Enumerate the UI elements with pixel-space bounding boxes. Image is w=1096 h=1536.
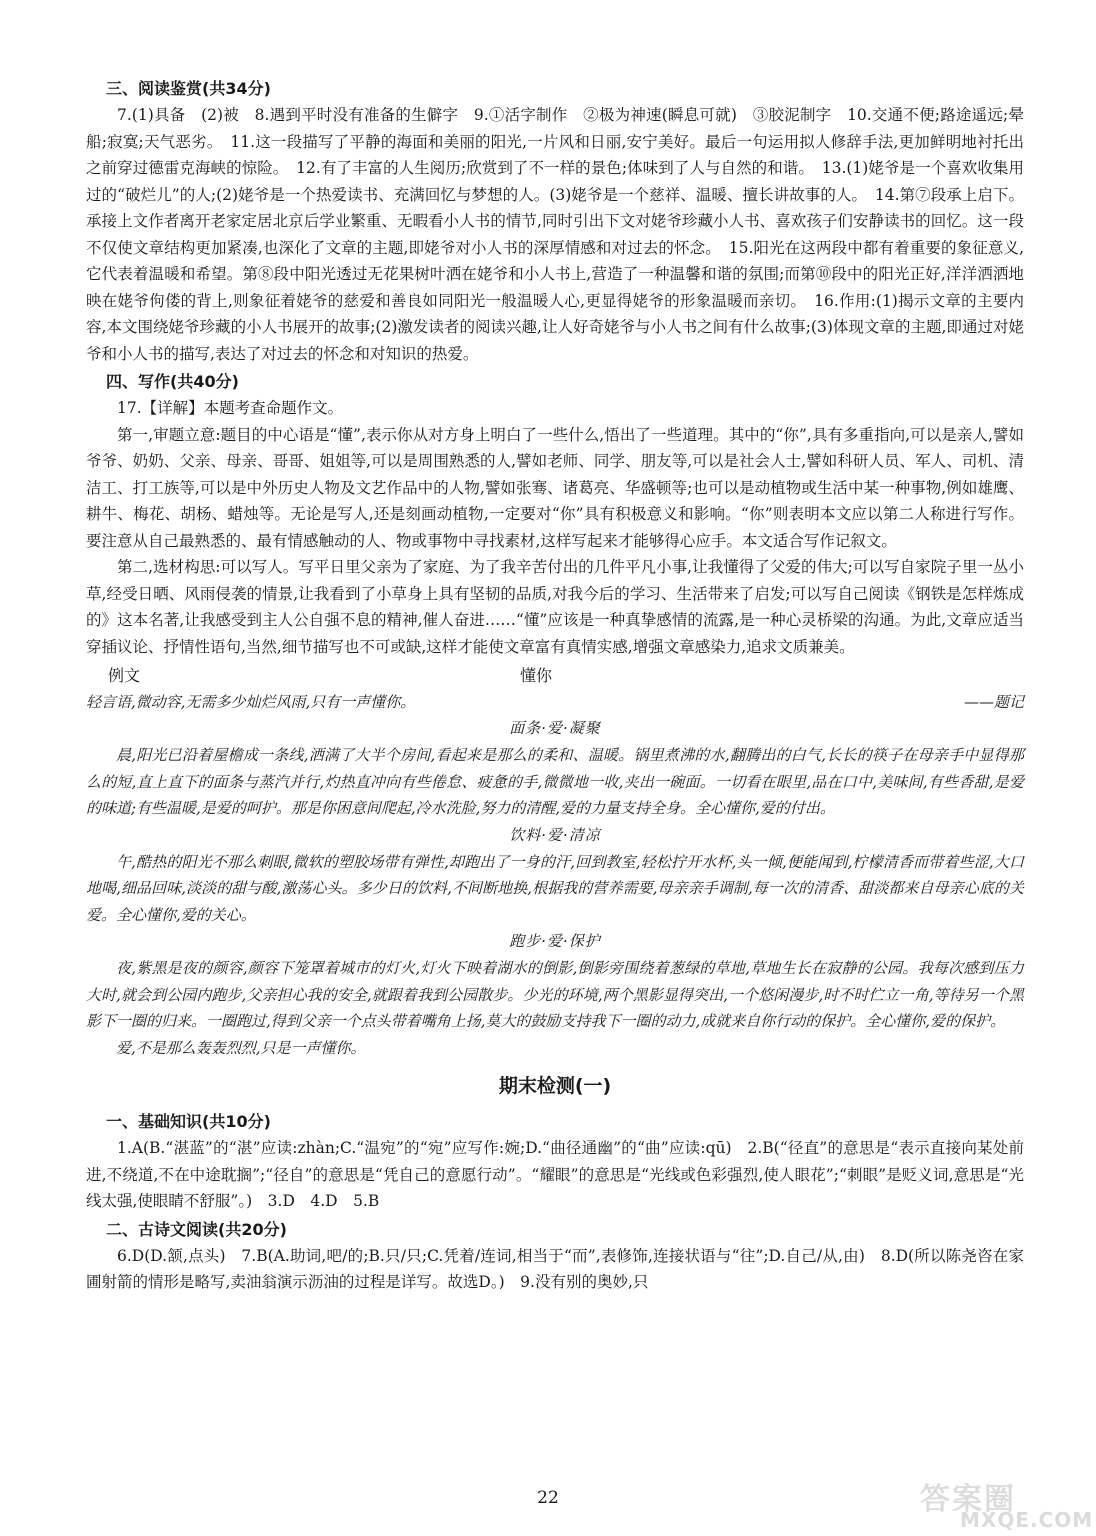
- example-title: 懂你: [520, 666, 553, 685]
- basic-knowledge-answers: 1.A(B.“湛蓝”的“湛”应读:zhàn;C.“温宛”的“宛”应写作:婉;D.“曲径通幽”的“曲”应读:qū) 2.B(“径直”的意思是“表示直接向某处前进,不绕道,不在中途耽搁”;“径自”的意思是“凭自己的意愿行动”。“耀眼”的意思是“光线或色彩强烈,使人眼花”;“刺眼”是贬义词,意思是“光线太强,使眼睛不舒服”。) 3.D 4.D 5.B: [86, 1139, 1024, 1210]
- basic-knowledge-heading: 一、基础知识(共10分): [106, 1112, 271, 1131]
- epigraph-line: [86, 689, 1024, 715]
- essay-paragraph-1: 晨,阳光已沿着屋檐成一条线,洒满了大半个房间,看起来是那么的柔和、温暖。锅里煮沸的水,翻腾出的白气,长长的筷子在母亲手中显得那么的短,直上直下的面条与蒸汽并行,灼热直冲向有些倦怠、疲惫的手,微微地一收,夹出一碗面。一切看在眼里,品在口中,美味间,有些香甜,是爱的味道;有些温暖,是爱的呵护。那是你困意间爬起,冷水洗脸,努力的清醒,爱的力量支持全身。全心懂你,爱的付出。: [86, 746, 1024, 817]
- watermark-text-url: MXQE.COM: [960, 1508, 1094, 1532]
- essay-subtitle-2: 饮料·爱·清凉: [509, 825, 601, 844]
- writing-section-heading: 四、写作(共40分): [106, 372, 239, 391]
- answer-page: [86, 74, 1024, 1296]
- essay-subtitle-1: 面条·爱·凝聚: [509, 719, 601, 737]
- writing-guidance-1: 第一,审题立意:题目的中心语是“懂”,表示你从对方身上明白了一些什么,悟出了一些道理。其中的“你”,具有多重指向,可以是亲人,譬如爷爷、奶奶、父亲、母亲、哥哥、姐姐等,可以是周围熟悉的人,譬如老师、同学、朋友等,可以是社会人士,譬如科研人员、军人、司机、清洁工、打工族等,可以是中外历史人物及文艺作品中的人物,譬如张骞、诸葛亮、华盛顿等;也可以是动植物或生活中某一种事物,例如雄鹰、耕牛、梅花、胡杨、蜡烛等。无论是写人,还是刻画动植物,一定要对“你”具有积极意义和影响。“你”则表明本文应以第二人称进行写作。要注意从自己最熟悉的、最有情感触动的人、物或事物中寻找素材,这样写起来才能够得心应手。本文适合写作记叙文。: [86, 425, 1024, 550]
- example-essay: [86, 689, 1024, 1061]
- epigraph: 轻言语,微动容,无需多少灿烂风雨,只有一声懂你。: [86, 693, 416, 711]
- essay-subtitle-3: 跑步·爱·保护: [509, 932, 601, 950]
- poetry-reading-answers: 6.D(D.颔,点头) 7.B(A.助词,吧/的;B.只/只;C.凭着/连词,相当于“而”,表修饰,连接状语与“往”;D.自己/从,由) 8.D(所以陈尧咨在家圃射箭的情形是略写,卖油翁演示沥油的过程是详写。故选D。) 9.没有别的奥妙,只: [86, 1246, 1024, 1291]
- essay-closing: 爱,不是那么轰轰烈烈,只是一声懂你。: [116, 1038, 366, 1057]
- poetry-reading-heading: 二、古诗文阅读(共20分): [106, 1219, 287, 1239]
- essay-paragraph-2: 午,酷热的阳光不那么刺眼,微软的塑胶场带有弹性,却跑出了一身的汗,回到教室,轻松拧开水杯,头一倾,便能闻到,柠檬清香而带着些涩,大口地喝,细品回味,淡淡的甜与酸,激荡心头。多少日的饮料,不间断地换,根据我的营养需要,母亲亲手调制,每一次的清香、甜淡都来自母亲心底的关爱。全心懂你,爱的关心。: [86, 852, 1024, 924]
- reading-answers: 7.(1)具备 (2)被 8.遇到平时没有准备的生僻字 9.①活字制作 ②极为神速(瞬息可就) ③胶泥制字 10.交通不便;路途遥远;晕船;寂寞;天气恶劣。 11.这一段描写了平静的海面和美丽的阳光,一片风和日丽,安宁美好。最后一句运用拟人修辞手法,更加鲜明地衬托出之前穿过德雷克海峡的惊险。 12.有了丰富的人生阅历;欣赏到了不一样的景色;体味到了人与自然的和谐。 13.(1)姥爷是一个喜欢收集用过的“破烂儿”的人;(2)姥爷是一个热爱读书、充满回忆与梦想的人。(3)姥爷是一个慈祥、温暖、擅长讲故事的人。 14.第⑦段承上启下。承接上文作者离开老家定居北京后学业繁重、无暇看小人书的情节,同时引出下文对姥爷珍藏小人书、喜欢孩子们安静读书的回忆。这一段不仅使文章结构更加紧凑,也深化了文章的主题,即姥爷对小人书的深厚情感和对过去的怀念。 15.阳光在这两段中都有着重要的象征意义,它代表着温暖和希望。第⑧段中阳光透过无花果树叶洒在姥爷和小人书上,营造了一种温馨和谐的氛围;而第⑩段中的阳光正好,洋洋洒洒地映在姥爷佝偻的背上,则象征着姥爷的慈爱和善良如同阳光一般温暖人心,更显得姥爷的形象温暖而亲切。 16.作用:(1)揭示文章的主要内容,本文围绕姥爷珍藏的小人书展开的故事;(2)激发读者的阅读兴趣,让人好奇姥爷与小人书之间有什么故事;(3)体现文章的主题,即通过对姥爷和小人书的描写,表达了对过去的怀念和对知识的热爱。: [86, 106, 1024, 363]
- essay-paragraph-3: 夜,紫黑是夜的颜容,颜容下笼罩着城市的灯火,灯火下映着湖水的倒影,倒影旁围绕着葱绿的草地,草地生长在寂静的公园。我每次感到压力大时,就会到公园内跑步,父亲担心我的安全,就跟着我到公园散步。少光的环境,两个黑影显得突出,一个悠闲漫步,时不时伫立一角,等待另一个黑影下一圈的归来。一圈跑过,得到父亲一个点头带着嘴角上扬,莫大的鼓励支持我下一圈的动力,成就来自你行动的保护。全心懂你,爱的保护。: [86, 959, 1024, 1030]
- watermark-text-cn: 答案圈: [920, 1482, 1016, 1517]
- page-number: 22: [537, 1488, 559, 1508]
- watermark-logo: [910, 1478, 1094, 1532]
- final-exam-title: 期末检测(一): [498, 1075, 612, 1097]
- reading-section-heading: 三、阅读鉴赏(共34分): [106, 79, 271, 98]
- epigraph-note: ——题记: [963, 693, 1024, 711]
- writing-guidance-2: 第二,选材构思:可以写人。写平日里父亲为了家庭、为了我辛苦付出的几件平凡小事,让我懂得了父爱的伟大;可以写自家院子里一丛小草,经受日晒、风雨侵袭的情景,让我看到了小草身上具有坚韧的品质,对我今后的学习、生活带来了启发;可以写自己阅读《钢铁是怎样炼成的》这本名著,让我感受到主人公自强不息的精神,催人奋进……“懂”应该是一种真挚感情的流露,是一种心灵桥梁的沟通。为此,文章应适当穿插议论、抒情性语句,当然,细节描写也不可或缺,这样才能使文章富有真情实感,增强文章感染力,追求文质兼美。: [86, 558, 1024, 656]
- example-label: 例文: [108, 666, 141, 685]
- example-essay-header: [86, 662, 1024, 689]
- writing-intro: 17.【详解】本题考查命题作文。: [117, 399, 344, 417]
